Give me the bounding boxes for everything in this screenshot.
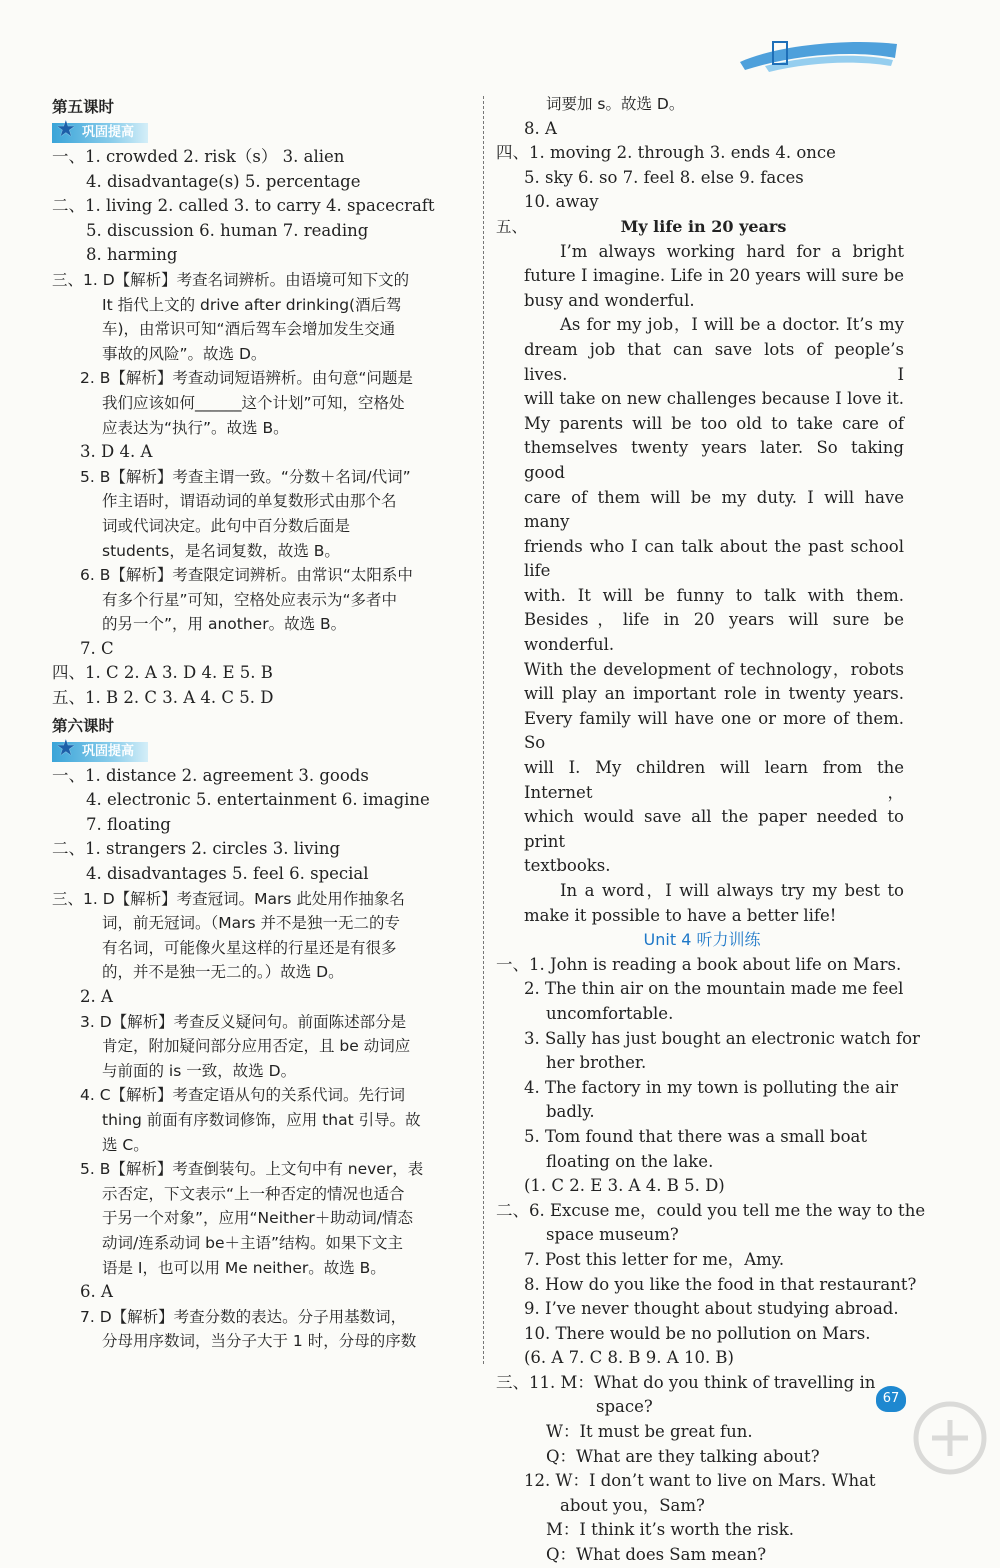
essay-line: I’m always working hard for a bright (560, 241, 904, 261)
answer-line: 五、1. B 2. C 3. A 4. C 5. D (52, 688, 274, 708)
star-icon: ★ (56, 117, 76, 142)
answer-line: 8. A (524, 118, 557, 138)
essay-line: With the development of technology，robots (524, 659, 904, 679)
answer-line: 5. B【解析】考查主谓一致。“分数＋名词/代词” (80, 467, 411, 486)
transcript-line: 3. Sally has just bought an electronic watch for (524, 1028, 920, 1048)
unit-4-listening-title: Unit 4 听力训练 (643, 930, 761, 950)
essay-line: make it possible to have a better life! (524, 905, 837, 925)
answer-line: 四、1. C 2. A 3. D 4. E 5. B (52, 663, 273, 683)
transcript-line: floating on the lake. (546, 1151, 714, 1171)
right-column (496, 92, 926, 1568)
essay-body (496, 240, 908, 929)
answer-line: 词，前无冠词。（Mars 并不是独一无二的专 (102, 914, 400, 933)
transcript-line: W：It must be great fun. (546, 1422, 753, 1442)
answer-line: 肯定，附加疑问部分应用否定，且 be 动词应 (102, 1037, 411, 1056)
left-column (52, 92, 470, 1354)
answer-line: 10. away (524, 192, 599, 212)
answer-line: 2. A (80, 987, 113, 1006)
answer-line: 6. A (80, 1282, 113, 1302)
essay-line: Every family will have one or more of them. So (524, 708, 904, 753)
answer-line: 一、1. distance 2. agreement 3. goods (52, 765, 369, 785)
consolidate-tag: ★ 巩固提高 (52, 742, 148, 762)
lesson-5-heading: 第五课时 (52, 98, 115, 116)
transcript-line: her brother. (546, 1053, 647, 1073)
essay-line: will I. My children will learn from the Internet， (524, 758, 904, 802)
answer-line: 4. disadvantages 5. feel 6. special (86, 864, 369, 884)
transcript-line: 9. I’ve never thought about studying abroad. (524, 1299, 899, 1319)
transcript-line: 二、6. Excuse me，could you tell me the way to the (496, 1200, 926, 1220)
answer-line: 5. B【解析】考查倒装句。上文句中有 never，表 (80, 1160, 424, 1179)
transcript-line: M：I think it’s worth the risk. (546, 1520, 795, 1540)
answer-line: 三、1. D【解析】考查冠词。Mars 此处用作抽象名 (52, 889, 405, 908)
lesson-6-heading: 第六课时 (52, 716, 115, 735)
answer-line: 4. C【解析】考查定语从句的关系代词。先行词 (80, 1086, 406, 1105)
answer-line: 3. D【解析】考查反义疑问句。前面陈述部分是 (80, 1012, 407, 1031)
essay-line: busy and wonderful. (524, 290, 695, 310)
answer-line: 车)，由常识可知“酒后驾车会增加发生交通 (102, 320, 396, 339)
essay-line: My parents will be too old to take care of (524, 413, 904, 433)
answer-line: 二、1. living 2. called 3. to carry 4. spacecraft (52, 196, 435, 216)
answer-line: 7. D【解析】考查分数的表达。分子用基数词， (80, 1307, 407, 1326)
answer-line: students，是名词复数，故选 B。 (102, 541, 340, 560)
answer-line: 四、1. moving 2. through 3. ends 4. once (496, 143, 836, 163)
transcript-line: Q：What does Sam mean? (546, 1545, 767, 1565)
essay-line: As for my job，I will be a doctor. It’s my (560, 315, 904, 335)
answer-line: 4. disadvantage(s) 5. percentage (86, 171, 361, 191)
transcript-line: 8. How do you like the food in that restaurant? (524, 1274, 917, 1294)
answer-line: 与前面的 is 一致，故选 D。 (102, 1061, 297, 1080)
answer-line: 语是 I，也可以用 Me neither。故选 B。 (102, 1258, 386, 1277)
consolidate-tag: ★ 巩固提高 (52, 123, 148, 143)
answer-line: thing 前面有序数词修饰，应用 that 引导。故 (102, 1110, 421, 1129)
answer-line: 动词/连系动词 be＋主语”结构。如果下文主 (102, 1233, 404, 1252)
transcript-line: 2. The thin air on the mountain made me feel (524, 979, 904, 999)
answer-line: 有名词，可能像火星这样的行星还是有很多 (102, 938, 397, 957)
answer-line: 3. D 4. A (80, 442, 153, 462)
answer-line: 分母用序数词，当分子大于 1 时，分母的序数 (102, 1332, 417, 1351)
answer-line: 5. discussion 6. human 7. reading (86, 220, 369, 240)
answer-key: (1. C 2. E 3. A 4. B 5. D) (524, 1176, 725, 1196)
transcript-line: space? (596, 1397, 653, 1417)
answer-line: 7. C (80, 638, 114, 658)
transcript-line: 三、11. M：What do you think of travelling in (496, 1372, 876, 1392)
answer-line: 有多个行星”可知，空格处应表示为“多者中 (102, 590, 398, 609)
essay-line: dream job that can save lots of people’s lives. I (524, 339, 904, 384)
transcript-line: Q：What are they talking about? (546, 1446, 820, 1466)
essay-heading (496, 215, 908, 240)
essay-line: which would save all the paper needed to print (524, 807, 904, 851)
essay-title: My life in 20 years (620, 216, 787, 236)
transcript-line: 一、1. John is reading a book about life on Mars. (496, 954, 902, 974)
star-icon: ★ (56, 735, 76, 761)
transcript-line: uncomfortable. (546, 1003, 674, 1023)
essay-line: will play an important role in twenty years. (524, 684, 904, 704)
answer-line: 6. B【解析】考查限定词辨析。由常识“太阳系中 (80, 566, 413, 585)
essay-line: future I imagine. Life in 20 years will sure be (524, 266, 904, 286)
answer-line: 事故的风险”。故选 D。 (102, 344, 267, 363)
essay-line: will take on new challenges because I love it. (524, 389, 904, 409)
header-swoosh-decoration (735, 36, 900, 76)
answer-line: 二、1. strangers 2. circles 3. living (52, 839, 341, 859)
answer-line: 三、1. D【解析】考查名词辨析。由语境可知下文的 (52, 270, 410, 289)
answer-line: 的另一个”，用 another。故选 B。 (102, 615, 347, 634)
answer-line: 于另一个对象”，应用“Neither＋助动词/情态 (102, 1209, 414, 1228)
watermark-logo (910, 1398, 990, 1478)
answer-line: 我们应该如何______这个计划”可知，空格处 (102, 393, 405, 412)
answer-line: 词要加 s。故选 D。 (546, 95, 685, 113)
essay-line: Besides，life in 20 years will sure be wonderful. (524, 610, 904, 655)
answer-line: 2. B【解析】考查动词短语辨析。由句意“问题是 (80, 369, 413, 388)
essay-line: friends who I can talk about the past school life (524, 536, 904, 581)
essay-line: textbooks. (524, 856, 611, 876)
answer-line: 4. electronic 5. entertainment 6. imagine (86, 790, 430, 810)
answer-line: 7. floating (86, 814, 171, 834)
answer-line: 示否定，下文表示“上一种否定的情况也适合 (102, 1184, 405, 1203)
answer-line: 选 C。 (102, 1135, 149, 1154)
transcript-line: 4. The factory in my town is polluting the air (524, 1077, 899, 1097)
transcript-line: 12. W：I don’t want to live on Mars. What (524, 1471, 876, 1491)
transcript-line: 7. Post this letter for me，Amy. (524, 1249, 785, 1269)
transcript-line: badly. (546, 1102, 595, 1122)
essay-line: care of them will be my duty. I will have many (524, 487, 904, 532)
answer-line: 作主语时，谓语动词的单复数形式由那个名 (102, 492, 397, 511)
answer-line: 的，并不是独一无二的。）故选 D。 (102, 963, 344, 982)
answer-line: 5. sky 6. so 7. feel 8. else 9. faces (524, 167, 804, 187)
answer-key: (6. A 7. C 8. B 9. A 10. B) (524, 1348, 734, 1368)
transcript-line: space museum? (546, 1225, 679, 1245)
page-number: 67 (876, 1386, 906, 1412)
essay-line: with. It will be funny to talk with them. (524, 585, 904, 605)
essay-line: In a word，I will always try my best to (560, 881, 904, 900)
answer-line: 词或代词决定。此句中百分数后面是 (102, 516, 351, 535)
essay-line: themselves twenty years later. So taking good (524, 438, 904, 482)
section-label: 五、 (496, 217, 528, 236)
transcript-line: about you，Sam? (560, 1495, 705, 1515)
answer-line: 8. harming (86, 245, 178, 265)
transcript-line: 10. There would be no pollution on Mars. (524, 1323, 871, 1343)
answer-line: It 指代上文的 drive after drinking(酒后驾 (102, 295, 402, 314)
answer-line: 一、1. crowded 2. risk（s） 3. alien (52, 147, 345, 166)
answer-line: 应表达为“执行”。故选 B。 (102, 418, 289, 437)
transcript-line: 5. Tom found that there was a small boat (524, 1126, 867, 1146)
column-divider (483, 96, 484, 1364)
